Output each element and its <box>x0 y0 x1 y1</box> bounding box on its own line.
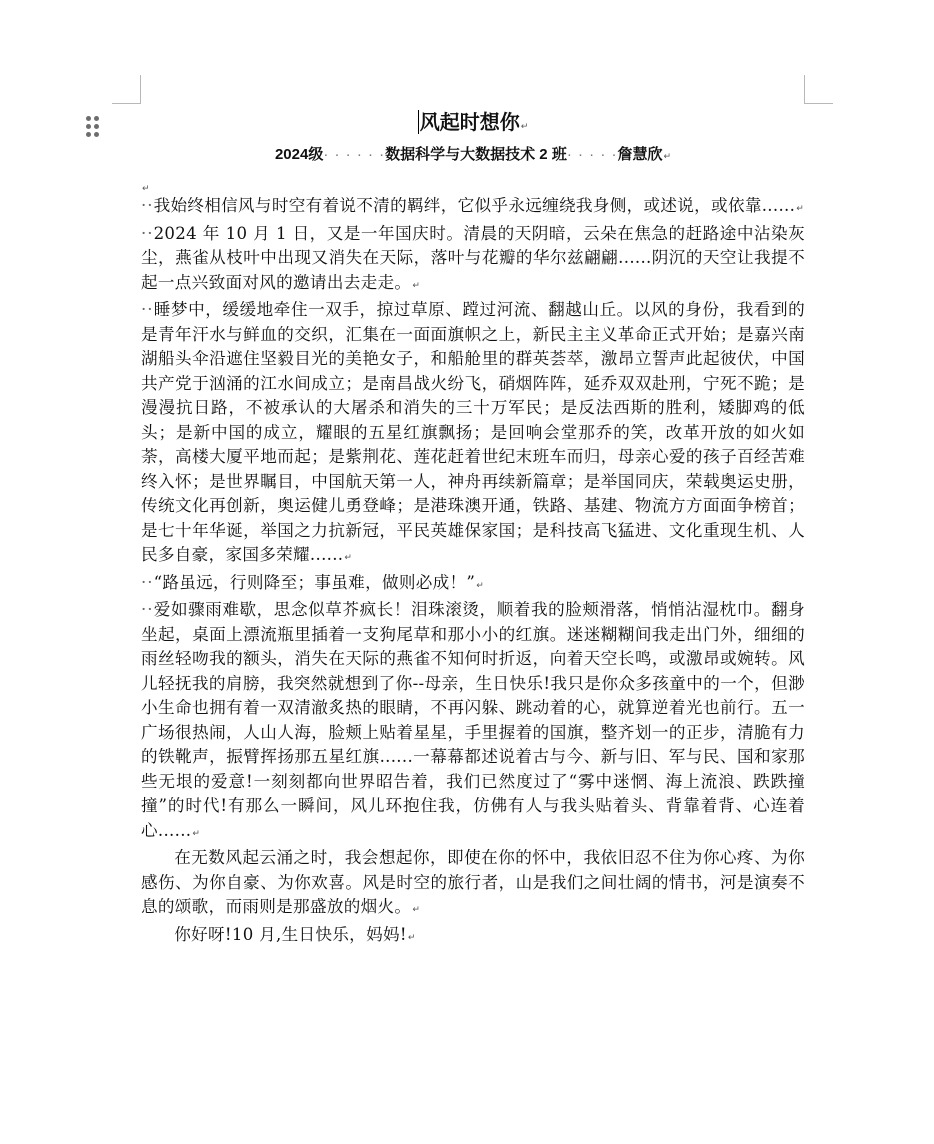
subtitle-grade: 2024级 <box>274 146 324 163</box>
paragraph-mark-icon: ↵ <box>520 122 529 132</box>
paragraph-mark-icon: ↵ <box>796 204 805 214</box>
paragraph-text: 你好呀!10 月,生日快乐，妈妈! <box>174 924 407 944</box>
paragraph-closing[interactable] <box>141 923 805 951</box>
paragraph-mark-icon: ↵ <box>412 905 421 915</box>
paragraph-text: 在无数风起云涌之时，我会想起你，即使在你的怀中，我依旧忍不住为你心疼、为你感伤、为你自豪、为你欢喜。风是时空的旅行者，山是我们之间壮阔的情书，河是演奏不息的颂歌，而雨则是那盛放的烟火。 <box>141 848 805 916</box>
page-corner-mark-top-right <box>804 75 833 104</box>
paragraph-mark-icon: ↵ <box>344 553 353 563</box>
subtitle-separator-short: · · · · · <box>566 146 618 163</box>
paragraph[interactable] <box>141 598 805 846</box>
paragraph-lead-dots: ·· <box>141 223 154 243</box>
paragraph[interactable] <box>141 846 805 923</box>
paragraph-mark-icon: ↵ <box>192 828 201 839</box>
document-body[interactable] <box>141 108 805 950</box>
paragraph-text: “路虽远，行则降至；事虽难，做则必成！” <box>153 572 476 592</box>
paragraph-text: 睡梦中，缓缓地牵住一双手，掠过草原、蹚过河流、翻越山丘。以风的身份，我看到的是青年汗水与鲜血的交织，汇集在一面面旗帜之上，新民主主义革命正式开始；是嘉兴南湖船头伞沿遮住坚毅目光的美艳女子，和船舱里的群英荟萃，激昂立誓声此起彼伏，中国共产党于汹涌的江水间成立；是南昌战火纷飞，硝烟阵阵，延乔双双赴刑，宁死不跪；是漫漫抗日路，不被承认的大屠杀和消失的三十万军民；是反法西斯的胜利，矮脚鸡的低头；是新中国的成立，耀眼的五星红旗飘扬；是回响会堂那乔的笑，改革开放的如火如荼，高楼大厦平地而起；是紫荆花、莲花赶着世纪末班车而归，母亲心爱的孩子百经苦难终入怀；是世界瞩目，中国航天第一人，神舟再续新篇章；是举国同庆，荣载奥运史册，传统文化再创新，奥运健儿勇登峰；是港珠澳开通，铁路、基建、物流方方面面争榜首；是七十年华诞，举国之力抗新冠，平民英雄保家国；是科技高飞猛进、文化重现生机、人民多自豪，家国多荣耀...... <box>141 300 805 564</box>
paragraph-mark-icon: ↵ <box>142 184 150 194</box>
document-title-text: 风起时想你 <box>419 110 520 134</box>
paragraph-lead-dots: ·· <box>141 572 154 592</box>
paragraph-mark-icon: ↵ <box>476 580 485 591</box>
empty-paragraph[interactable] <box>141 178 805 194</box>
paragraph[interactable] <box>141 222 805 299</box>
paragraph-mark-icon: ↵ <box>663 152 672 162</box>
document-subtitle[interactable] <box>141 144 805 178</box>
paragraph-quote[interactable] <box>141 571 805 599</box>
subtitle-author: 詹慧欣 <box>617 146 663 163</box>
paragraph-lead-dots: ·· <box>141 196 154 215</box>
paragraph[interactable] <box>141 194 805 222</box>
paragraph-lead-dots: ·· <box>141 600 154 619</box>
paragraph-text: 2024 年 10 月 1 日，又是一年国庆时。清晨的天阴暗，云朵在焦急的赶路途中沾染灰尘，燕雀从枝叶中出现又消失在天际，落叶与花瓣的华尔兹翩翩......阴沉的天空让我提不起一点兴致面对风的邀请出去走走。 <box>141 223 805 292</box>
subtitle-class: 数据科学与大数据技术 2 班 <box>385 146 567 163</box>
paragraph-mark-icon: ↵ <box>412 280 421 291</box>
paragraph-text: 爱如骤雨难歇，思念似草芥疯长！泪珠滚烫，顺着我的脸颊滑落，悄悄沾湿枕巾。翻身坐起，桌面上漂流瓶里插着一支狗尾草和那小小的红旗。迷迷糊糊间我走出门外，细细的雨丝轻吻我的额头，消失在天际的燕雀不知何时折返，向着天空长鸣，或激昂或婉转。风儿轻抚我的肩膀，我突然就想到了你--母亲，生日快乐!我只是你众多孩童中的一个，但渺小生命也拥有着一双清澈炙热的眼睛，不再闪躲、跳动着的心，就算逆着光也前行。五一广场很热闹，人山人海，脸颊上贴着星星，手里握着的国旗，整齐划一的正步，清脆有力的铁靴声，振臂挥扬那五星红旗......一幕幕都述说着古与今、新与旧、军与民、国和家那些无垠的爱意!一刻刻都向世界昭告着，我们已然度过了“雾中迷惘、海上流浪、跌跌撞撞”的时代!有那么一瞬间，风儿环抱住我，仿佛有人与我头贴着头、背靠着背、心连着心...... <box>141 600 805 840</box>
paragraph[interactable] <box>141 298 805 571</box>
subtitle-separator: · · · · · · <box>323 146 386 163</box>
text-cursor <box>418 110 419 134</box>
drag-handle-icon[interactable] <box>86 116 100 138</box>
paragraph-mark-icon: ↵ <box>407 932 416 943</box>
document-title[interactable] <box>141 108 805 144</box>
paragraph-text: 我始终相信风与时空有着说不清的羁绊，它似乎永远缠绕我身侧，或述说，或依靠...... <box>153 196 796 215</box>
page-corner-mark-top-left <box>112 75 141 104</box>
paragraph-lead-dots: ·· <box>141 300 154 319</box>
